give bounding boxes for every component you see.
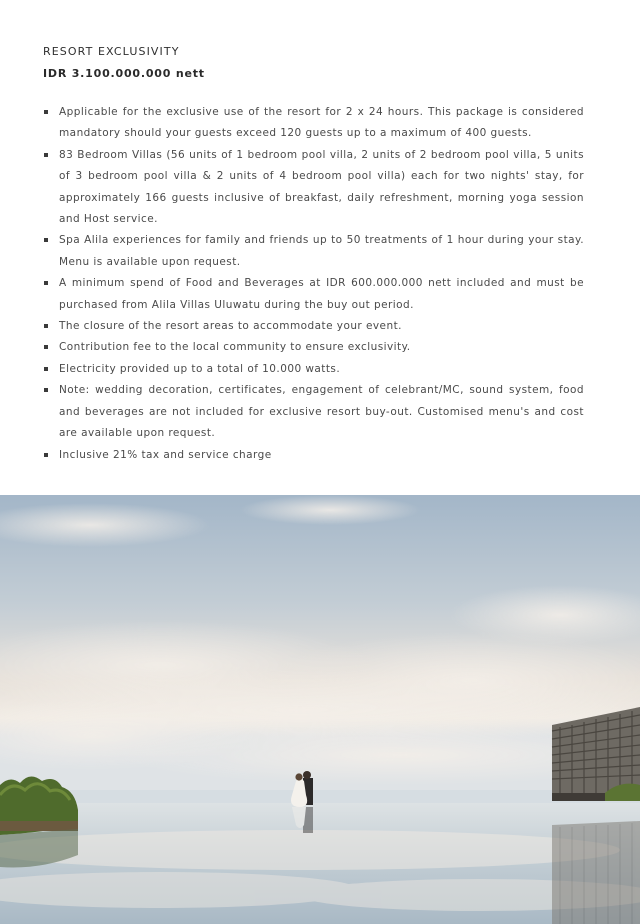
list-item: Spa Alila experiences for family and friends up to 50 treatments of 1 hour during your stay. Menu is available upon request. [43,230,584,273]
bullet-icon [44,281,48,285]
bullet-icon [44,367,48,371]
list-item: Applicable for the exclusive use of the resort for 2 x 24 hours. This package is considered mandatory should your guests exceed 120 guests up to a maximum of 400 guests. [43,102,584,145]
bullet-icon [44,453,48,457]
wedding-infinity-pool-photo [0,495,640,924]
bullet-icon [44,324,48,328]
left-plants [0,776,78,867]
list-item: The closure of the resort areas to accommodate your event. [43,316,584,337]
bullet-icon [44,345,48,349]
list-item: Contribution fee to the local community to ensure exclusivity. [43,337,584,358]
bullet-icon [44,388,48,392]
package-price: IDR 3.100.000.000 nett [43,67,205,80]
list-item: A minimum spend of Food and Beverages at IDR 600.000.000 nett included and must be purchased from Alila Villas Uluwatu during the buy out period. [43,273,584,316]
section-heading: RESORT EXCLUSIVITY [43,45,180,58]
bullet-icon [44,238,48,242]
list-item: 83 Bedroom Villas (56 units of 1 bedroom pool villa, 2 units of 2 bedroom pool villa, 5 units of 3 bedroom pool villa & 2 units of 4 bedroom pool villa) each for two nights' stay, for approximately 166 guests inclusive of breakfast, daily refreshment, morning yoga session and Host service. [43,145,584,231]
bullet-icon [44,110,48,114]
package-details [43,44,584,466]
bullet-icon [44,153,48,157]
list-item: Note: wedding decoration, certificates, engagement of celebrant/MC, sound system, food and beverages are not included for exclusive resort buy-out. Customised menu's and cost are available upon request. [43,380,584,444]
inclusions-list [43,102,584,466]
list-item: Electricity provided up to a total of 10.000 watts. [43,359,584,380]
list-item: Inclusive 21% tax and service charge [43,445,584,466]
